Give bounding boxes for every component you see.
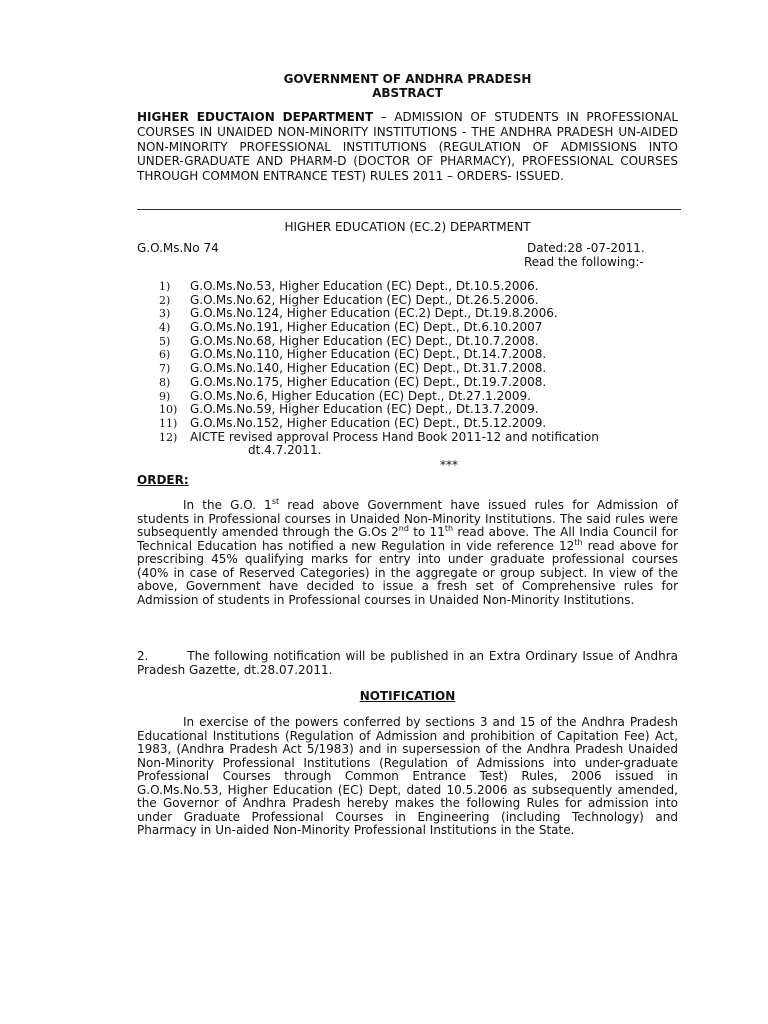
reference-item: 3) G.O.Ms.No.124, Higher Education (EC.2) Dept., Dt.19.8.2006. bbox=[159, 306, 558, 321]
reference-list bbox=[152, 280, 682, 458]
reference-item: 2) G.O.Ms.No.62, Higher Education (EC) Dept., Dt.26.5.2006. bbox=[159, 292, 539, 307]
reference-item: 5) G.O.Ms.No.68, Higher Education (EC) Dept., Dt.10.7.2008. bbox=[159, 333, 539, 348]
abstract-title: ABSTRACT bbox=[372, 86, 443, 100]
reference-item: 7) G.O.Ms.No.140, Higher Education (EC) Dept., Dt.31.7.2008. bbox=[159, 361, 547, 376]
reference-item-continuation: dt.4.7.2011. bbox=[248, 443, 322, 458]
divider-line bbox=[137, 209, 681, 210]
go-date: Dated:28 -07-2011. bbox=[527, 241, 645, 255]
reference-item: 11) G.O.Ms.No.152, Higher Education (EC) Dept., Dt.5.12.2009. bbox=[159, 415, 547, 430]
go-number: G.O.Ms.No 74 bbox=[137, 241, 219, 255]
reference-item: 8) G.O.Ms.No.175, Higher Education (EC) Dept., Dt.19.7.2008. bbox=[159, 374, 547, 389]
government-title: GOVERNMENT OF ANDHRA PRADESH bbox=[283, 72, 532, 86]
separator-stars: *** bbox=[440, 458, 458, 472]
notification-paragraph: In exercise of the powers conferred by sections 3 and 15 of the Andhra Pradesh Educational Institutions (Regulation of Admission and prohibition of Capitation Fee) Act, 1983, (Andhra Pradesh Act 5/1983) and in supersession of the Andhra Pradesh Unaided Non-Minority Professional Institutions (Regulation of Admissions into under-graduate Professional Courses through Common Entrance Test) Rules, 2006 issued in G.O.Ms.No.53, Higher Education (EC) Dept, dated 10.5.2006 as subsequently amended, the Governor of Andhra Pradesh hereby makes the following Rules for admission into under Graduate Professional Courses in Engineering (including Technology) and Pharmacy in Un-aided Non-Minority Professional Institutions in the State. bbox=[137, 715, 678, 837]
abstract-subject bbox=[137, 110, 678, 184]
department-line: HIGHER EDUCATION (EC.2) DEPARTMENT bbox=[284, 220, 531, 234]
reference-item: 1) G.O.Ms.No.53, Higher Education (EC) Dept., Dt.10.5.2006. bbox=[159, 279, 539, 293]
reference-item: 4) G.O.Ms.No.191, Higher Education (EC) Dept., Dt.6.10.2007 bbox=[159, 320, 543, 335]
notification-heading: NOTIFICATION bbox=[359, 689, 456, 703]
read-following: Read the following:- bbox=[524, 255, 644, 269]
order-paragraph: In the G.O. 1st read above Government have issued rules for Admission of students in Professional courses in Unaided Non-Minority Institutions. The said rules were subsequently amended through the G.Os 2nd to 11th read above. The All India Council for Technical Education has notified a new Regulation in vide reference 12th read above for prescribing 45% qualifying marks for entry into under graduate professional courses (40% in case of Reserved Categories) in the aggregate or group subject. In view of the above, Government have decided to issue a fresh set of Comprehensive rules for Admission of students in Professional courses in Unaided Non-Minority Institutions. bbox=[137, 497, 679, 607]
reference-item: 10) G.O.Ms.No.59, Higher Education (EC) Dept., Dt.13.7.2009. bbox=[159, 402, 539, 417]
reference-item: 12) AICTE revised approval Process Hand Book 2011-12 and notification bbox=[159, 429, 599, 444]
order-heading: ORDER: bbox=[137, 473, 189, 487]
paragraph-2: 2. The following notification will be published in an Extra Ordinary Issue of Andhra Pradesh Gazette, dt.28.07.2011. bbox=[137, 649, 682, 677]
abstract-text: – ADMISSION OF STUDENTS IN PROFESSIONAL COURSES IN UNAIDED NON-MINORITY INSTITUTIONS - THE ANDHRA PRADESH UN-AIDED NON-MINORITY PROFESSIONAL INSTITUTIONS (REGULATION OF ADMISSIONS INTO UNDER-GRADUATE AND PHARM-D (DOCTOR OF PHARMACY), PROFESSIONAL COURSES THROUGH COMMON ENTRANCE TEST) RULES 2011 – ORDERS- ISSUED. bbox=[137, 110, 679, 184]
abstract-department: HIGHER EDUCTAION DEPARTMENT bbox=[137, 110, 374, 124]
reference-item: 9) G.O.Ms.No.6, Higher Education (EC) Dept., Dt.27.1.2009. bbox=[159, 388, 531, 403]
reference-item: 6) G.O.Ms.No.110, Higher Education (EC) Dept., Dt.14.7.2008. bbox=[159, 347, 547, 362]
